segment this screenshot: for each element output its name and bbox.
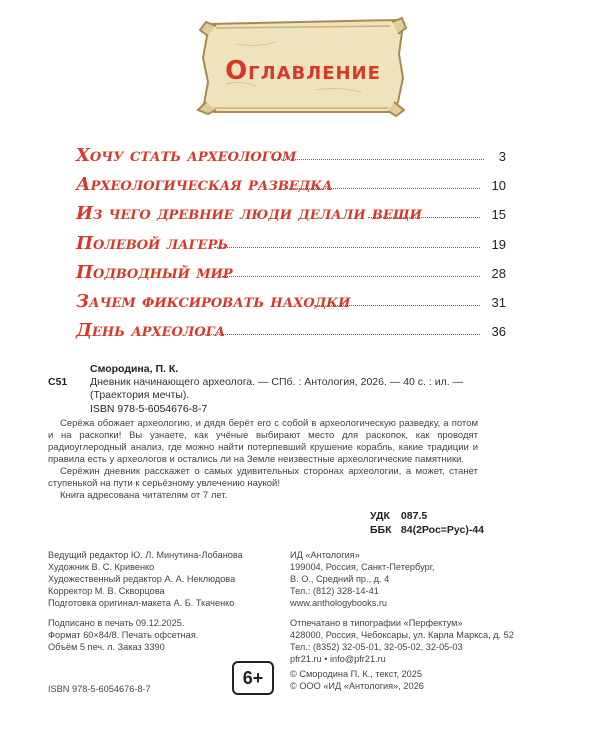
toc-entry-title: Археологическая разведка (76, 174, 333, 195)
print-line: Объём 5 печ. л. Заказ 3390 (48, 642, 165, 652)
publisher-website[interactable]: www.anthologybooks.ru (290, 598, 388, 608)
printer-line: 428000, Россия, Чебоксары, ул. Карла Маркса, д. 52 (290, 630, 514, 640)
printer-info (290, 617, 560, 665)
age-rating-badge: 6+ (232, 661, 274, 695)
toc-entry[interactable] (76, 291, 506, 315)
toc-entry-title: Хочу стать археологом (76, 145, 297, 166)
credit-line: Корректор М. В. Скворцова (48, 586, 165, 596)
credits (48, 549, 278, 609)
publisher-line: 199004, Россия, Санкт-Петербург, (290, 562, 435, 572)
credit-line: Ведущий редактор Ю. Л. Минутина-Лобанова (48, 550, 243, 560)
annotation (48, 418, 478, 502)
book-description: Дневник начинающего археолога. — СПб. : Антология, 2026. — 40 с. : ил. — (Траектория мечты). (90, 376, 464, 401)
toc-leader (200, 334, 480, 335)
credit-line: Художник В. С. Кривенко (48, 562, 155, 572)
toc-entry-page: 10 (491, 178, 506, 193)
publisher-line: Тел.: (812) 328-14-41 (290, 586, 379, 596)
toc-entry-title: Полевой лагерь (76, 233, 229, 254)
udk-value: 087.5 (400, 510, 428, 522)
annotation-paragraph: Книга адресована читателям от 7 лет. (60, 490, 228, 501)
toc-entry[interactable] (76, 262, 506, 286)
toc-leader (314, 305, 480, 306)
page-title: Оглавление (225, 56, 381, 86)
udk-label: УДК (370, 510, 390, 522)
isbn-bottom: ISBN 978-5-6054676-8-7 (48, 684, 151, 694)
credit-line: Художественный редактор А. А. Неклюдова (48, 574, 236, 584)
toc-entry-title: День археолога (76, 320, 226, 341)
toc-entry[interactable] (76, 174, 506, 198)
toc-entry-page: 15 (491, 207, 506, 222)
toc-leader (368, 217, 480, 218)
annotation-paragraph: Серёжин дневник расскажет о самых удивительных сторонах археологии, а может, станет ступенькой на пути к серьёзному увлечению наукой! (48, 466, 478, 489)
copyright (290, 668, 560, 692)
toc-entry-page: 3 (498, 149, 506, 164)
toc-leader (222, 276, 480, 277)
author-name: Смородина, П. К. (90, 363, 179, 375)
toc-entry[interactable] (76, 145, 506, 169)
copyright-line: © Смородина П. К., текст, 2025 (290, 669, 423, 679)
toc-leader (274, 159, 484, 160)
toc-leader (214, 247, 480, 248)
toc-entry-page: 28 (491, 266, 506, 281)
classification-codes (370, 509, 484, 537)
toc-entry-title: Зачем фиксировать находки (76, 291, 351, 312)
toc-entry-title: Из чего древние люди делали вещи (76, 203, 422, 224)
publisher-info (290, 549, 550, 609)
toc-entry-page: 36 (491, 324, 506, 339)
copyright-line: © ООО «ИД «Антология», 2026 (290, 681, 424, 691)
credit-line: Подготовка оригинал-макета А. Б. Ткаченко (48, 598, 235, 608)
print-line: Формат 60×84/8. Печать офсетная. (48, 630, 199, 640)
printer-line: Отпечатано в типографии «Перфектум» (290, 618, 463, 628)
publisher-line: В. О., Средний пр., д. 4 (290, 574, 390, 584)
printer-contacts[interactable]: pfr21.ru • info@pfr21.ru (290, 654, 386, 664)
printer-line: Тел.: (8352) 32-05-01, 32-05-02, 32-05-03 (290, 642, 463, 652)
toc-entry-title: Подводный мир (76, 262, 233, 283)
toc-entry-page: 19 (491, 237, 506, 252)
catalog-code: С51 (48, 376, 68, 388)
toc-leader (286, 188, 480, 189)
publisher-line: ИД «Антология» (290, 550, 360, 560)
toc-entry[interactable] (76, 320, 506, 344)
toc-entry-page: 31 (491, 295, 506, 310)
toc-entry[interactable] (76, 203, 506, 227)
toc-entry[interactable] (76, 233, 506, 257)
bbk-label: ББК (370, 524, 392, 536)
annotation-paragraph: Серёжа обожает археологию, и дядя берёт его с собой в археологическую разведку, а потом и на раскопки! Вы узнаете, как учёные выбирают место для раскопок, как проводят радиоуглеродный анализ, где можно найти потерпевший крушение корабль, какие традиции и правила есть у археологов и остались ли на Земле неизвестные археологические памятники. (48, 418, 478, 465)
bbk-value: 84(2Рос=Рус)-44 (400, 524, 485, 536)
print-info (48, 617, 278, 653)
print-line: Подписано в печать 09.12.2025. (48, 618, 185, 628)
isbn: ISBN 978-5-6054676-8-7 (90, 403, 208, 415)
